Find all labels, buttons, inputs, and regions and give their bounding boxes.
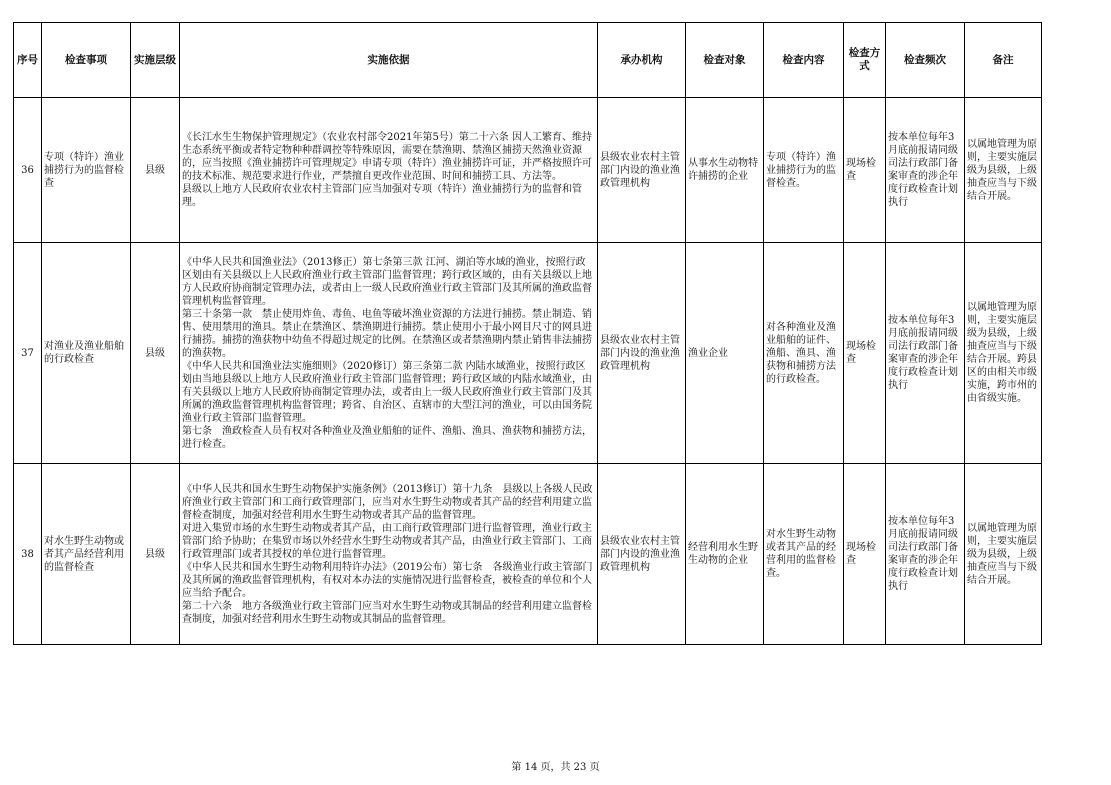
legal-basis — [180, 98, 598, 243]
inspection-table — [13, 22, 1042, 645]
legal-basis — [180, 464, 598, 645]
page-number: 第 14 页，共 23 页 — [511, 762, 600, 773]
header-cell: 实施依据 — [180, 23, 598, 98]
header-cell: 备注 — [965, 23, 1042, 98]
implementation-level: 县级 — [131, 98, 180, 243]
inspection-target: 从事水生动物特许捕捞的企业 — [686, 98, 764, 243]
header-cell: 检查频次 — [886, 23, 965, 98]
inspection-item: 对水生野生动物或者其产品经营利用的监督检查 — [42, 464, 131, 645]
header-cell: 检查方式 — [844, 23, 886, 98]
inspection-content: 专项（特许）渔业捕捞行为的监督检查。 — [764, 98, 844, 243]
inspection-frequency: 按本单位每年3月底前报请同级司法行政部门备案审查的涉企年度行政检查计划执行 — [886, 464, 965, 645]
inspection-target: 渔业企业 — [686, 243, 764, 464]
responsible-agency: 县级农业农村主管部门内设的渔业渔政管理机构 — [598, 243, 686, 464]
basis-paragraph: 《中华人民共和国渔业法实施细则》（2020修订）第三条第二款 内陆水域渔业，按照行政区划由当地县级以上地方人民政府渔业行政主管部门监督管理；跨行政区域的内陆水域渔业，由有关县级以上地方人民政府协商制定管理办法，或者由上一级人民政府渔业行政主管部门及其所属的渔政监督管理机构监督管理；跨省、自治区、直辖市的大型江河的渔业，可以由国务院渔业行政主管部门监督管理。 — [182, 360, 592, 424]
legal-basis — [180, 243, 598, 464]
basis-paragraph: 对进入集贸市场的水生野生动物或者其产品，由工商行政管理部门进行监督管理，渔业行政主管部门给予协助；在集贸市场以外经营水生野生动物或者其产品，由渔业行政主管部门、工商行政管理部门或者其授权的单位进行监督管理。 — [182, 522, 592, 560]
row-number: 37 — [14, 243, 42, 464]
basis-paragraph: 第七条 渔政检查人员有权对各种渔业及渔业船舶的证件、渔船、渔具、渔获物和捕捞方法，进行检查。 — [182, 425, 592, 450]
header-cell: 检查内容 — [764, 23, 844, 98]
implementation-level: 县级 — [131, 243, 180, 464]
header-cell: 序号 — [14, 23, 42, 98]
inspection-method: 现场检查 — [844, 243, 886, 464]
remarks: 以属地管理为原则，主要实施层级为县级，上级抽查应当与下级结合开展。跨县区的由相关市级实施，跨市州的由省级实施。 — [965, 243, 1042, 464]
inspection-method: 现场检查 — [844, 464, 886, 645]
responsible-agency: 县级农业农村主管部门内设的渔业渔政管理机构 — [598, 464, 686, 645]
inspection-item: 对渔业及渔业船舶的行政检查 — [42, 243, 131, 464]
table-row — [14, 243, 1042, 464]
inspection-content: 对水生野生动物或者其产品的经营利用的监督检查。 — [764, 464, 844, 645]
basis-paragraph: 第三十条第一款 禁止使用炸鱼、毒鱼、电鱼等破坏渔业资源的方法进行捕捞。禁止制造、销售、使用禁用的渔具。禁止在禁渔区、禁渔期进行捕捞。禁止使用小于最小网目尺寸的网具进行捕捞。捕捞的渔获物中幼鱼不得超过规定的比例。在禁渔区或者禁渔期内禁止销售非法捕捞的渔获物。 — [182, 308, 592, 359]
basis-paragraph: 第二十六条 地方各级渔业行政主管部门应当对水生野生动物或其制品的经营利用建立监督检查制度，加强对经营利用水生野生动物或其制品的监督管理。 — [182, 600, 592, 625]
inspection-item: 专项（特许）渔业捕捞行为的监督检查 — [42, 98, 131, 243]
header-row — [14, 23, 1042, 98]
inspection-frequency: 按本单位每年3月底前报请同级司法行政部门备案审查的涉企年度行政检查计划执行 — [886, 98, 965, 243]
inspection-content: 对各种渔业及渔业船舶的证件、渔船、渔具、渔获物和捕捞方法的行政检查。 — [764, 243, 844, 464]
header-cell: 检查对象 — [686, 23, 764, 98]
basis-paragraph: 《中华人民共和国水生野生动物保护实施条例》（2013修订）第十九条 县级以上各级人民政府渔业行政主管部门和工商行政管理部门，应当对水生野生动物或者其产品的经营利用建立监督检查制度，加强对经营利用水生野生动物或者其产品的监督管理。 — [182, 483, 593, 521]
row-number: 38 — [14, 464, 42, 645]
table-row — [14, 98, 1042, 243]
header-cell: 实施层级 — [131, 23, 180, 98]
remarks: 以属地管理为原则，主要实施层级为县级，上级抽查应当与下级结合开展。 — [965, 464, 1042, 645]
basis-paragraph: 《中华人民共和国水生野生动物利用特许办法》（2019公布）第七条 各级渔业行政主管部门及其所属的渔政监督管理机构，有权对本办法的实施情况进行监督检查，被检查的单位和个人应当给予配合。 — [182, 561, 593, 599]
table-row — [14, 464, 1042, 645]
responsible-agency: 县级农业农村主管部门内设的渔业渔政管理机构 — [598, 98, 686, 243]
basis-paragraph: 《长江水生生物保护管理规定》（农业农村部令2021年第5号）第二十六条 因人工繁育、维持生态系统平衡或者特定物种种群调控等特殊原因，需要在禁渔期、禁渔区捕捞天然渔业资源的，应当按照《渔业捕捞许可管理规定》申请专项（特许）渔业捕捞许可证，并严格按照许可的技术标准、规范要求进行作业，严禁擅自更改作业范围、时间和捕捞工具、方法等。 — [182, 132, 592, 182]
basis-paragraph: 县级以上地方人民政府农业农村主管部门应当加强对专项（特许）渔业捕捞行为的监督和管理。 — [182, 184, 582, 208]
inspection-frequency: 按本单位每年3月底前报请同级司法行政部门备案审查的涉企年度行政检查计划执行 — [886, 243, 965, 464]
remarks: 以属地管理为原则，主要实施层级为县级，上级抽查应当与下级结合开展。 — [965, 98, 1042, 243]
basis-paragraph: 《中华人民共和国渔业法》（2013修正）第七条第三款 江河、湖泊等水域的渔业，按照行政区划由有关县级以上人民政府渔业行政主管部门监督管理；跨行政区域的，由有关县级以上地方人民政府协商制定管理办法，或者由上一级人民政府渔业行政主管部门及其所属的渔政监督管理机构监督管理。 — [182, 256, 592, 307]
implementation-level: 县级 — [131, 464, 180, 645]
header-cell: 检查事项 — [42, 23, 131, 98]
inspection-target: 经营利用水生野生动物的企业 — [686, 464, 764, 645]
header-cell: 承办机构 — [598, 23, 686, 98]
row-number: 36 — [14, 98, 42, 243]
inspection-method: 现场检查 — [844, 98, 886, 243]
